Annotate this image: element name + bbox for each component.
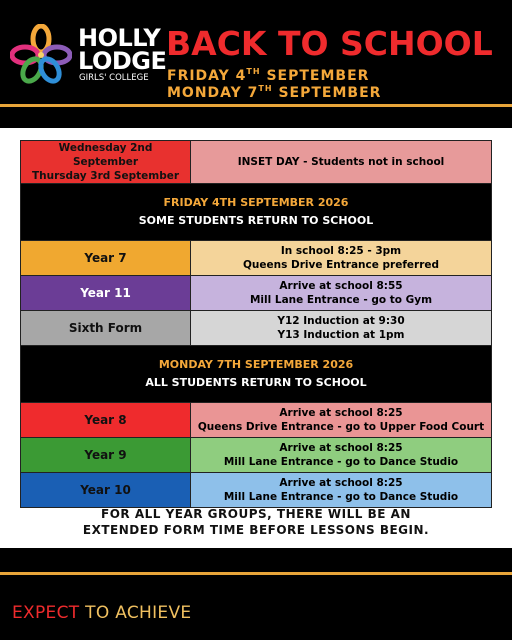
brand-name-line2: LODGE xyxy=(78,47,167,75)
monday-heading: MONDAY 7TH SEPTEMBER 2026 xyxy=(158,358,354,371)
row-label: Year 7 xyxy=(21,241,191,276)
row-detail: Arrive at school 8:25 Mill Lane Entrance - go to Dance Studio xyxy=(191,438,492,473)
footer-divider xyxy=(0,572,512,575)
holly-lodge-logo xyxy=(10,24,72,86)
row-label: Year 11 xyxy=(21,276,191,311)
header-date-monday: MONDAY 7TH SEPTEMBER xyxy=(167,84,382,101)
schedule-panel xyxy=(0,128,512,548)
brand-subtitle: GIRLS' COLLEGE xyxy=(79,73,149,83)
header-divider xyxy=(0,104,512,107)
header xyxy=(0,0,512,128)
brand-name-line1: HOLLY xyxy=(78,24,161,52)
inset-row xyxy=(21,141,492,184)
row-label: Year 8 xyxy=(21,403,191,438)
row-detail: Arrive at school 8:25 Mill Lane Entrance - go to Dance Studio xyxy=(191,473,492,508)
monday-subheading: ALL STUDENTS RETURN TO SCHOOL xyxy=(145,376,367,389)
inset-detail: INSET DAY - Students not in school xyxy=(191,141,492,184)
row-label: Year 9 xyxy=(21,438,191,473)
schedule-row-year7 xyxy=(21,241,492,276)
schedule-table xyxy=(20,140,492,508)
row-label: Sixth Form xyxy=(21,311,191,346)
school-motto: EXPECT TO ACHIEVE xyxy=(12,603,192,623)
friday-banner xyxy=(21,184,492,241)
page-title: BACK TO SCHOOL xyxy=(166,24,493,63)
schedule-row-year11 xyxy=(21,276,492,311)
friday-heading: FRIDAY 4TH SEPTEMBER 2026 xyxy=(163,196,349,209)
friday-subheading: SOME STUDENTS RETURN TO SCHOOL xyxy=(138,214,374,227)
schedule-row-sixth-form xyxy=(21,311,492,346)
schedule-row-year10 xyxy=(21,473,492,508)
row-label: Year 10 xyxy=(21,473,191,508)
monday-banner xyxy=(21,346,492,403)
row-detail: Y12 Induction at 9:30 Y13 Induction at 1pm xyxy=(191,311,492,346)
row-detail: Arrive at school 8:55 Mill Lane Entrance - go to Gym xyxy=(191,276,492,311)
inset-dates: Wednesday 2nd September Thursday 3rd September xyxy=(21,141,191,184)
row-detail: In school 8:25 - 3pm Queens Drive Entrance preferred xyxy=(191,241,492,276)
schedule-row-year8 xyxy=(21,403,492,438)
header-date-friday: FRIDAY 4TH SEPTEMBER xyxy=(167,67,370,84)
row-detail: Arrive at school 8:25 Queens Drive Entrance - go to Upper Food Court xyxy=(191,403,492,438)
schedule-row-year9 xyxy=(21,438,492,473)
form-time-notice: FOR ALL YEAR GROUPS, THERE WILL BE AN EXTENDED FORM TIME BEFORE LESSONS BEGIN. xyxy=(82,507,430,537)
